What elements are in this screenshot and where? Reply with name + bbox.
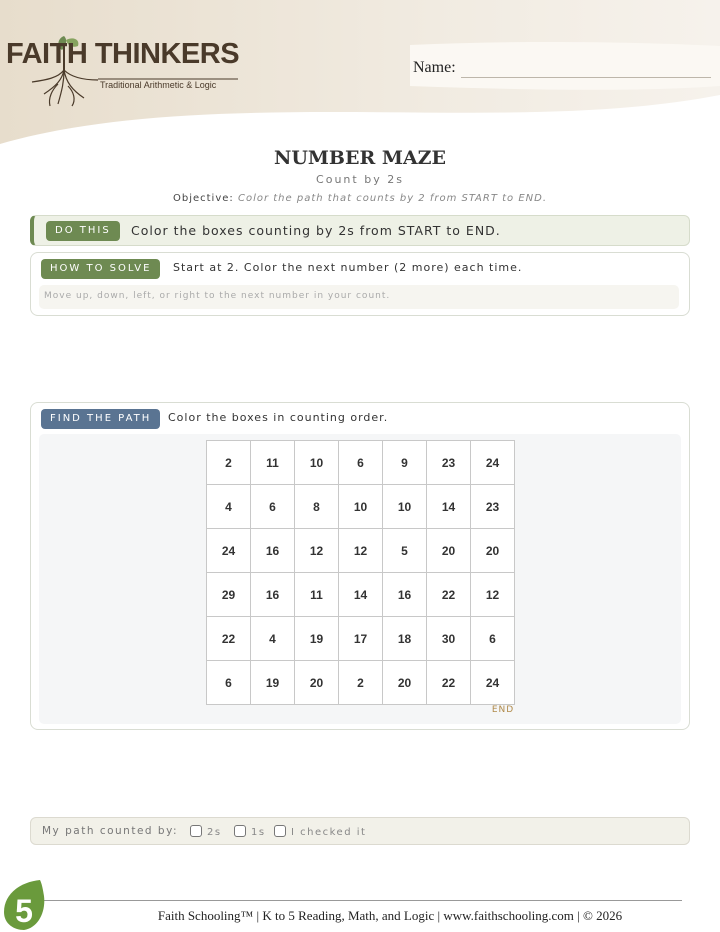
maze-cell[interactable]: 22 bbox=[427, 573, 471, 617]
maze-cell[interactable]: 9 bbox=[383, 441, 427, 485]
footer-divider bbox=[42, 900, 682, 901]
check-option-1s[interactable] bbox=[234, 825, 266, 838]
name-field[interactable] bbox=[461, 77, 711, 78]
do-this-text: Color the boxes counting by 2s from START to END. bbox=[131, 223, 501, 238]
maze-cell[interactable]: 22 bbox=[427, 661, 471, 705]
maze-cell[interactable]: 10 bbox=[295, 441, 339, 485]
maze-cell[interactable]: 16 bbox=[251, 573, 295, 617]
checkbox[interactable] bbox=[234, 825, 246, 837]
hint-text: Move up, down, left, or right to the next number in your count. bbox=[44, 291, 391, 301]
brand-tagline: Traditional Arithmetic & Logic bbox=[100, 80, 217, 90]
maze-cell[interactable]: 22 bbox=[207, 617, 251, 661]
maze-cell[interactable]: 2 bbox=[339, 661, 383, 705]
maze-cell[interactable]: 20 bbox=[295, 661, 339, 705]
check-option-label: 1s bbox=[251, 827, 266, 838]
number-maze-grid bbox=[206, 440, 515, 705]
footer-badge-number: 5 bbox=[15, 893, 33, 929]
maze-cell[interactable]: 19 bbox=[295, 617, 339, 661]
maze-cell[interactable]: 14 bbox=[427, 485, 471, 529]
brand-logo bbox=[6, 28, 246, 108]
maze-cell[interactable]: 16 bbox=[383, 573, 427, 617]
how-to-solve-text: Start at 2. Color the next number (2 more) each time. bbox=[173, 261, 523, 274]
maze-cell[interactable]: 24 bbox=[207, 529, 251, 573]
objective-text: Color the path that counts by 2 from START to END. bbox=[237, 193, 548, 204]
maze-cell[interactable]: 17 bbox=[339, 617, 383, 661]
path-check-bar bbox=[30, 817, 690, 845]
how-to-solve-badge: HOW TO SOLVE bbox=[41, 259, 160, 279]
check-option-2s[interactable] bbox=[190, 825, 222, 838]
page-subtitle: Count by 2s bbox=[316, 173, 404, 186]
hint-box bbox=[39, 285, 679, 309]
maze-cell[interactable]: 8 bbox=[295, 485, 339, 529]
maze-cell[interactable]: 6 bbox=[339, 441, 383, 485]
maze-cell[interactable]: 11 bbox=[295, 573, 339, 617]
maze-cell[interactable]: 10 bbox=[383, 485, 427, 529]
maze-cell[interactable]: 16 bbox=[251, 529, 295, 573]
find-the-path-text: Color the boxes in counting order. bbox=[168, 411, 389, 424]
find-the-path-badge: FIND THE PATH bbox=[41, 409, 160, 429]
maze-cell[interactable]: 19 bbox=[251, 661, 295, 705]
maze-cell[interactable]: 23 bbox=[471, 485, 515, 529]
check-label: My path counted by: bbox=[42, 825, 179, 837]
maze-cell[interactable]: 6 bbox=[207, 661, 251, 705]
maze-cell[interactable]: 12 bbox=[471, 573, 515, 617]
check-option-checked[interactable] bbox=[274, 825, 366, 838]
maze-cell[interactable]: 30 bbox=[427, 617, 471, 661]
check-option-label: I checked it bbox=[291, 827, 367, 838]
maze-cell[interactable]: 24 bbox=[471, 441, 515, 485]
objective-line bbox=[0, 193, 720, 204]
maze-cell[interactable]: 5 bbox=[383, 529, 427, 573]
maze-cell[interactable]: 12 bbox=[339, 529, 383, 573]
maze-cell[interactable]: 2 bbox=[207, 441, 251, 485]
do-this-badge: DO THIS bbox=[46, 221, 120, 241]
maze-cell[interactable]: 24 bbox=[471, 661, 515, 705]
maze-cell[interactable]: 20 bbox=[471, 529, 515, 573]
maze-cell[interactable]: 4 bbox=[207, 485, 251, 529]
maze-cell[interactable]: 12 bbox=[295, 529, 339, 573]
brand-name: FAITH THINKERS bbox=[6, 38, 240, 70]
find-the-path-panel bbox=[30, 402, 690, 730]
checkbox[interactable] bbox=[274, 825, 286, 837]
check-option-label: 2s bbox=[207, 827, 222, 838]
maze-cell[interactable]: 4 bbox=[251, 617, 295, 661]
do-this-panel bbox=[30, 215, 690, 246]
maze-cell[interactable]: 11 bbox=[251, 441, 295, 485]
end-label: END bbox=[491, 705, 515, 715]
name-label: Name: bbox=[413, 59, 456, 76]
objective-label: Objective: bbox=[172, 193, 234, 204]
maze-cell[interactable]: 18 bbox=[383, 617, 427, 661]
maze-cell[interactable]: 14 bbox=[339, 573, 383, 617]
maze-cell[interactable]: 20 bbox=[383, 661, 427, 705]
maze-cell[interactable]: 6 bbox=[251, 485, 295, 529]
checkbox[interactable] bbox=[190, 825, 202, 837]
maze-area bbox=[39, 434, 681, 724]
footer-text: Faith Schooling™ | K to 5 Reading, Math, and Logic | www.faithschooling.com | © 2026 bbox=[157, 908, 623, 923]
maze-cell[interactable]: 23 bbox=[427, 441, 471, 485]
maze-cell[interactable]: 6 bbox=[471, 617, 515, 661]
page-title: NUMBER MAZE bbox=[273, 147, 447, 169]
maze-cell[interactable]: 10 bbox=[339, 485, 383, 529]
how-to-solve-panel bbox=[30, 252, 690, 316]
maze-cell[interactable]: 20 bbox=[427, 529, 471, 573]
maze-cell[interactable]: 29 bbox=[207, 573, 251, 617]
